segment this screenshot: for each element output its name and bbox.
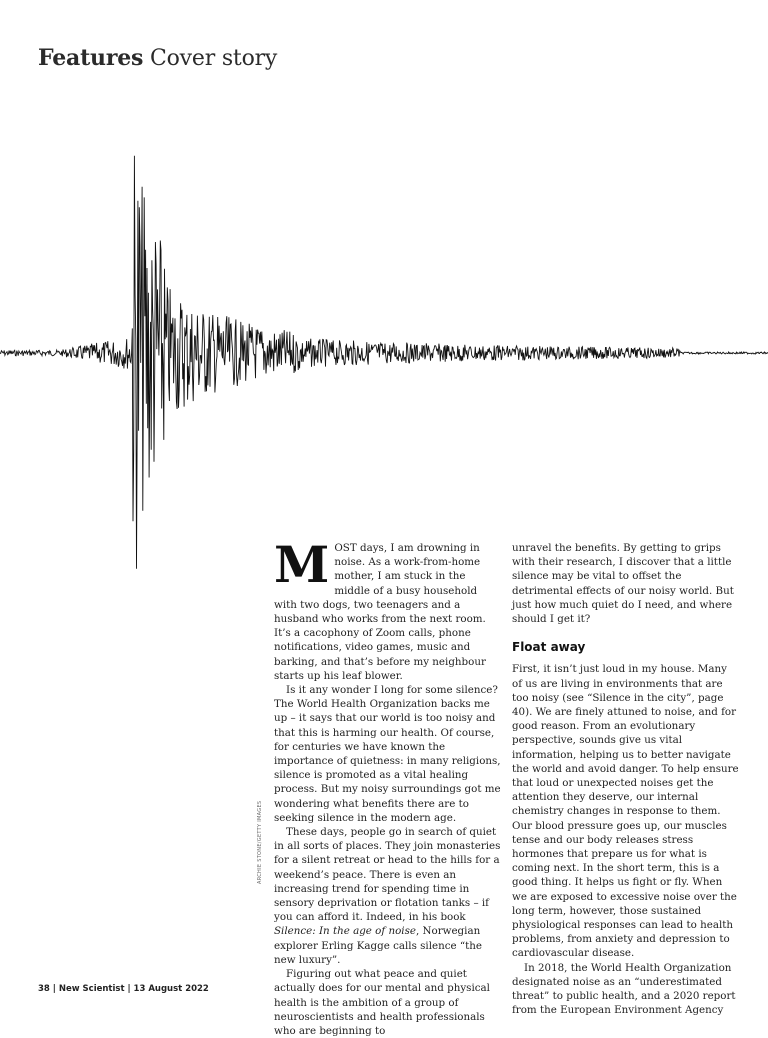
book-title: Silence: In the age of noise [274, 925, 416, 938]
paragraph: First, it isn’t just loud in my house. Many of us are living in environments that are too noisy (see “Silence in the city”, page 40). We are finely attuned to noise, and for good reason. From an evolutionary perspective, sounds give us vital information, helping us to better navigate the world and avoid danger. To help ensure that loud or unexpected noises get the attention they deserve, our internal chemistry changes in response to them. Our blood pressure goes up, our muscles tense and our body releases stress hormones that prepare us for what is coming next. In the short term, this is a good thing. It helps us fight or fly. When we are exposed to excessive noise over the long term, however, those sustained physiological responses can lead to health problems, from anxiety and depression to cardiovascular disease. [512, 663, 739, 960]
paragraph-text: These days, people go in search of quiet in all sorts of places. They join monasteries for a silent retreat or head to the hills for a weekend’s peace. There is even an increasing trend for spending time in sensory deprivation or flotation tanks – if you can afford it. Indeed, in his book [274, 826, 501, 924]
paragraph-text: OST days, I am drowning in noise. As a work-from-home mother, I am stuck in the middle of a busy household with two dogs, two teenagers and a husband who works from the next room. It’s a cacophony of Zoom calls, phone notifications, video games, music and barking, and that’s before my neighbour starts up his leaf blower. [274, 542, 486, 682]
image-credit: ARCHIE STONE/GETTY IMAGES [257, 800, 263, 884]
paragraph: Is it any wonder I long for some silence? The World Health Organization backs me up – it says that our world is too noisy and that this is harming our health. Of course, for centuries we have known the importance of quietness: in many religions, silence is promoted as a vital healing process. But my noisy surroundings got me wondering what benefits there are to seeking silence in the modern age. [274, 684, 501, 824]
section-heading [38, 45, 277, 71]
paragraph [274, 825, 502, 967]
paragraph: Figuring out what peace and quiet actually does for our mental and physical health is the ambition of a group of neuroscientists and health professionals who are beginning to [274, 968, 490, 1037]
subheading: Float away [512, 640, 586, 655]
opening-paragraph [274, 535, 502, 683]
article-column-2 [512, 541, 740, 1018]
subsection-label: Cover story [150, 46, 278, 71]
section-label: Features [38, 45, 144, 71]
drop-cap: M [274, 535, 330, 594]
paragraph: unravel the benefits. By getting to grips with their research, I discover that a little silence may be vital to offset the detrimental effects of our noisy world. But just how much quiet do I need, and where should I get it? [512, 542, 734, 626]
paragraph-text: , Norwegian explorer Erling Kagge calls silence “the new luxury”. [274, 925, 483, 966]
seismograph-waveform-image [0, 100, 768, 600]
article-column-1 [274, 535, 502, 1038]
page-footer: 38 | New Scientist | 13 August 2022 [38, 984, 209, 994]
paragraph: In 2018, the World Health Organization designated noise as an “underestimated threat” to public health, and a 2020 report from the European Environment Agency [512, 961, 736, 1017]
